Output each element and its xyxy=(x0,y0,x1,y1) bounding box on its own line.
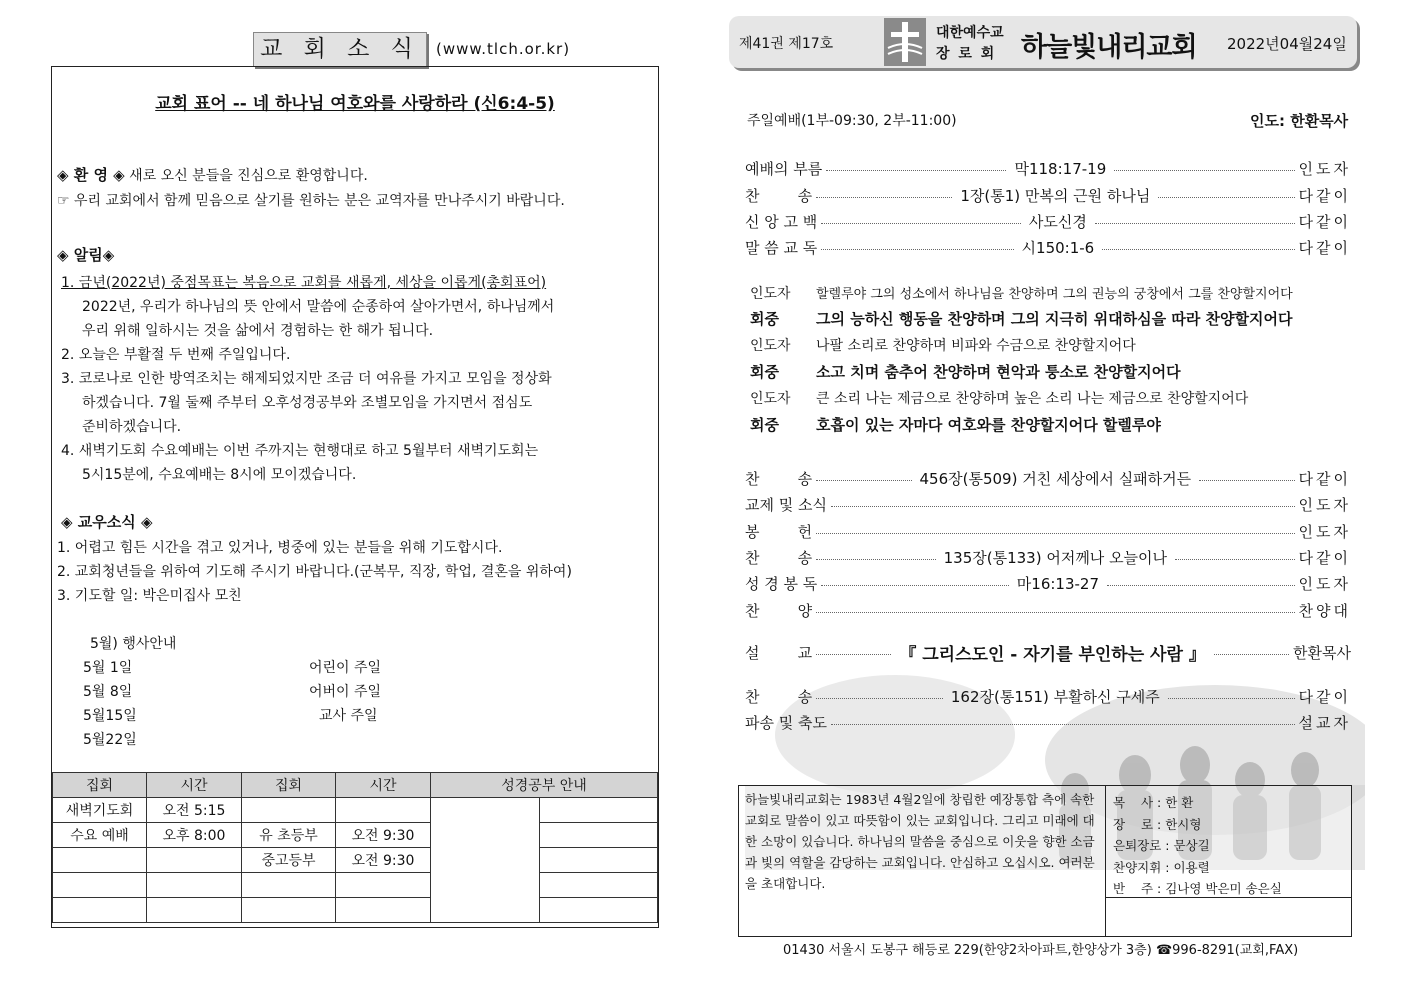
welcome-line: ◈ 환 영 ◈ 새로 오신 분들을 진심으로 환영합니다. xyxy=(57,166,368,184)
notice-4: 4. 새벽기도회 수요예배는 이번 주까지는 현행대로 하고 5월부터 새벽기도회는 xyxy=(61,443,539,459)
table-row xyxy=(53,848,658,873)
event-name: 어버이 주일 xyxy=(309,684,382,700)
notice-3: 3. 코로나로 인한 방역조치는 해제되었지만 조금 더 여유를 가지고 모임을 정상화 xyxy=(61,371,552,387)
cross-logo-icon xyxy=(884,18,926,66)
worship-item xyxy=(745,157,1351,179)
table-header: 시간 xyxy=(147,773,242,798)
table-cell xyxy=(242,898,336,923)
worship-item xyxy=(745,210,1351,232)
worship-item xyxy=(745,711,1351,733)
table-row xyxy=(53,823,658,848)
staff-line: 반 주 : 김나영 박은미 송은실 xyxy=(1113,881,1282,896)
item-leader: 다같이 xyxy=(1298,212,1351,231)
worship-item xyxy=(745,685,1351,707)
table-header: 시간 xyxy=(336,773,431,798)
responsive-reading-line: 회중 소고 치며 춤추어 찬양하며 현악과 퉁소로 찬양할지어다 xyxy=(750,363,1181,381)
staff-line: 은퇴장로 : 문상길 xyxy=(1113,838,1210,853)
item-leader: 설교자 xyxy=(1298,713,1351,732)
notice-2: 2. 오늘은 부활절 두 번째 주일입니다. xyxy=(61,347,291,363)
item-content: 마16:13-27 xyxy=(1016,574,1099,593)
item-leader: 다같이 xyxy=(1298,186,1352,205)
notice-heading: ◈ 알림◈ xyxy=(57,246,115,264)
table-cell: 오후 8:00 xyxy=(147,823,242,848)
table-cell xyxy=(336,898,431,923)
bulletin-date: 2022년04월24일 xyxy=(1227,35,1347,53)
item-leader: 다같이 xyxy=(1298,548,1352,567)
item-label: 설 교 xyxy=(745,643,813,662)
event-date: 5월15일 xyxy=(83,708,137,724)
event-date: 5월 8일 xyxy=(83,684,133,700)
church-info-box xyxy=(738,785,1352,937)
worship-item xyxy=(745,467,1351,489)
table-cell xyxy=(147,873,242,898)
event-name: 교사 주일 xyxy=(319,708,378,724)
worship-item xyxy=(745,184,1351,206)
notice-1: 1. 금년(2022년) 중점목표는 복음으로 교회를 새롭게, 세상을 이롭게(총회표어) xyxy=(61,275,547,291)
worship-item xyxy=(745,520,1351,542)
item-leader: 인도자 xyxy=(1298,574,1351,593)
item-label: 교제 및 소식 xyxy=(745,495,827,514)
item-leader: 인도자 xyxy=(1298,495,1351,514)
welcome-note: ☞ 우리 교회에서 함께 믿음으로 살기를 원하는 분은 교역자를 만나주시기 바랍니다. xyxy=(57,193,565,209)
volume-number: 제41권 제17호 xyxy=(739,36,834,52)
staff-line: 찬양지휘 : 이용렬 xyxy=(1113,859,1210,875)
item-content: 시150:1-6 xyxy=(1021,238,1095,257)
table-cell: 수요 예배 xyxy=(53,823,147,848)
table-cell: 유 초등부 xyxy=(242,823,336,848)
item-leader: 다같이 xyxy=(1298,687,1351,706)
table-row xyxy=(53,898,658,923)
responsive-reading-line: 인도자 할렐루야 그의 성소에서 하나님을 찬양하며 그의 권능의 궁창에서 그를 찬양할지어다 xyxy=(750,286,1293,302)
item-label: 찬 송 xyxy=(745,186,813,205)
prayer-3: 3. 기도할 일: 박은미집사 모친 xyxy=(57,588,242,604)
church-news-box xyxy=(51,66,659,928)
service-leader: 인도: 한환목사 xyxy=(1250,112,1349,130)
table-row xyxy=(53,873,658,898)
item-leader: 다같이 xyxy=(1298,469,1351,488)
item-label: 봉 헌 xyxy=(745,522,813,541)
table-header: 집회 xyxy=(242,773,336,798)
event-date: 5월 1일 xyxy=(83,660,133,676)
item-content: 162장(통151) 부활하신 구세주 xyxy=(950,687,1160,706)
table-cell xyxy=(242,873,336,898)
item-label: 찬 송 xyxy=(745,548,813,567)
bible-study-cell xyxy=(540,798,658,823)
worship-item xyxy=(745,599,1351,621)
sermon-title: 『 그리스도인 - 자기를 부인하는 사람 』 xyxy=(899,644,1206,665)
prayer-2: 2. 교회청년들을 위하여 기도해 주시기 바랍니다.(군복무, 직장, 학업, 결혼을 위하여) xyxy=(57,564,572,580)
worship-item xyxy=(745,236,1351,258)
table-cell: 오전 5:15 xyxy=(147,798,242,823)
item-leader: 인도자 xyxy=(1298,159,1351,178)
item-label: 찬 송 xyxy=(745,687,813,706)
notice-3-cont: 준비하겠습니다. xyxy=(82,419,182,435)
responsive-reading-line: 회중 그의 능하신 행동을 찬양하며 그의 지극히 위대하심을 따라 찬양할지어다 xyxy=(750,310,1293,328)
worship-item xyxy=(745,572,1351,594)
item-content: 135장(통133) 어저께나 오늘이나 xyxy=(943,548,1168,567)
responsive-reading-line: 인도자 나팔 소리로 찬양하며 비파와 수금으로 찬양할지어다 xyxy=(750,338,1136,354)
worship-item xyxy=(745,546,1351,568)
responsive-reading-line: 회중 호흡이 있는 자마다 여호와를 찬양할지어다 할렐루야 xyxy=(750,416,1161,434)
event-date: 5월22일 xyxy=(83,732,137,748)
table-cell: 오전 9:30 xyxy=(336,823,431,848)
worship-item xyxy=(745,493,1351,515)
table-header-row xyxy=(53,773,658,798)
table-cell xyxy=(242,798,336,823)
staff-line: 목 사 : 한 환 xyxy=(1113,795,1194,810)
table-cell: 새벽기도회 xyxy=(53,798,147,823)
bulletin-header xyxy=(729,16,1357,68)
table-cell xyxy=(53,873,147,898)
prayer-1: 1. 어렵고 힘든 시간을 겪고 있거나, 병중에 있는 분들을 위해 기도합시다. xyxy=(57,540,503,556)
item-label: 찬 송 xyxy=(745,469,813,488)
table-cell xyxy=(336,873,431,898)
bible-study-cell xyxy=(431,798,540,923)
table-cell xyxy=(147,898,242,923)
church-url: (www.tlch.or.kr) xyxy=(436,40,571,58)
denomination-line2: 장 로 회 xyxy=(936,46,997,62)
table-cell xyxy=(336,798,431,823)
table-cell xyxy=(53,898,147,923)
item-leader: 다같이 xyxy=(1298,238,1351,257)
table-cell: 중고등부 xyxy=(242,848,336,873)
notice-3-cont: 하겠습니다. 7월 둘째 주부터 오후성경공부와 조별모임을 가지면서 점심도 xyxy=(82,395,533,411)
item-label: 찬 양 xyxy=(745,601,813,620)
table-header: 집회 xyxy=(53,773,147,798)
bible-study-cell xyxy=(540,823,658,848)
church-motto: 교회 표어 -- 네 하나님 여호와를 사랑하라 (신6:4-5) xyxy=(155,94,555,114)
item-content: 456장(통509) 거친 세상에서 실패하거든 xyxy=(919,469,1192,488)
item-content: 사도신경 xyxy=(1028,212,1087,231)
item-label: 말 씀 교 독 xyxy=(745,238,818,257)
bible-study-cell xyxy=(540,873,658,898)
sermon-item xyxy=(745,641,1351,663)
table-cell xyxy=(147,848,242,873)
event-name: 어린이 주일 xyxy=(309,660,382,676)
divider xyxy=(1106,897,1351,898)
prayer-heading: ◈ 교우소식 ◈ xyxy=(61,513,153,531)
notice-1-cont: 2022년, 우리가 하나님의 뜻 안에서 말씀에 순종하여 살아가면서, 하나님께서 xyxy=(82,299,555,315)
table-header: 성경공부 안내 xyxy=(431,773,658,798)
table-row xyxy=(53,798,658,823)
staff-line: 장 로 : 한시형 xyxy=(1113,816,1202,832)
sermon-preacher: 한환목사 xyxy=(1293,643,1352,662)
table-cell: 오전 9:30 xyxy=(336,848,431,873)
bible-study-cell xyxy=(540,848,658,873)
bible-study-cell xyxy=(540,898,658,923)
church-address: 01430 서울시 도봉구 해등로 229(한양2차아파트,한양상가 3층) ☎996-8291(교회,FAX) xyxy=(783,943,1299,958)
church-staff xyxy=(1113,792,1282,900)
notice-1-cont: 우리 위해 일하시는 것을 삶에서 경험하는 한 해가 됩니다. xyxy=(82,323,434,339)
item-leader: 찬양대 xyxy=(1298,601,1351,620)
item-label: 예배의 부름 xyxy=(745,159,823,178)
item-leader: 인도자 xyxy=(1298,522,1351,541)
church-intro: 하늘빛내리교회는 1983년 4월2일에 창립한 예장통합 측에 속한 교회로 말씀이 있고 따뜻함이 있는 교회입니다. 그리고 미래에 대한 소망이 있습니다. 하나님의 말씀을 중심으로 이웃을 향한 소금과 빛의 역할을 감당하는 교회입니다. 안심하고 오십시오. 여러분을 초대합니다. xyxy=(739,786,1106,936)
left-page-title: 교 회 소 식 xyxy=(253,32,427,67)
item-label: 성 경 봉 독 xyxy=(745,574,818,593)
responsive-reading-line: 인도자 큰 소리 나는 제금으로 찬양하며 높은 소리 나는 제금으로 찬양할지어다 xyxy=(750,391,1249,407)
events-title: 5월) 행사안내 xyxy=(90,636,177,652)
church-name: 하늘빛내리교회 xyxy=(1021,32,1197,63)
service-times: 주일예배(1부-09:30, 2부-11:00) xyxy=(747,113,957,129)
item-label: 파송 및 축도 xyxy=(745,713,827,732)
item-label: 신 앙 고 백 xyxy=(745,212,818,231)
denomination-line1: 대한예수교 xyxy=(936,25,1004,41)
item-content: 1장(통1) 만복의 근원 하나님 xyxy=(960,186,1151,205)
notice-4-cont: 5시15분에, 수요예배는 8시에 모이겠습니다. xyxy=(82,467,357,483)
schedule-table xyxy=(52,772,658,923)
table-cell xyxy=(53,848,147,873)
item-content: 막118:17-19 xyxy=(1014,159,1107,178)
